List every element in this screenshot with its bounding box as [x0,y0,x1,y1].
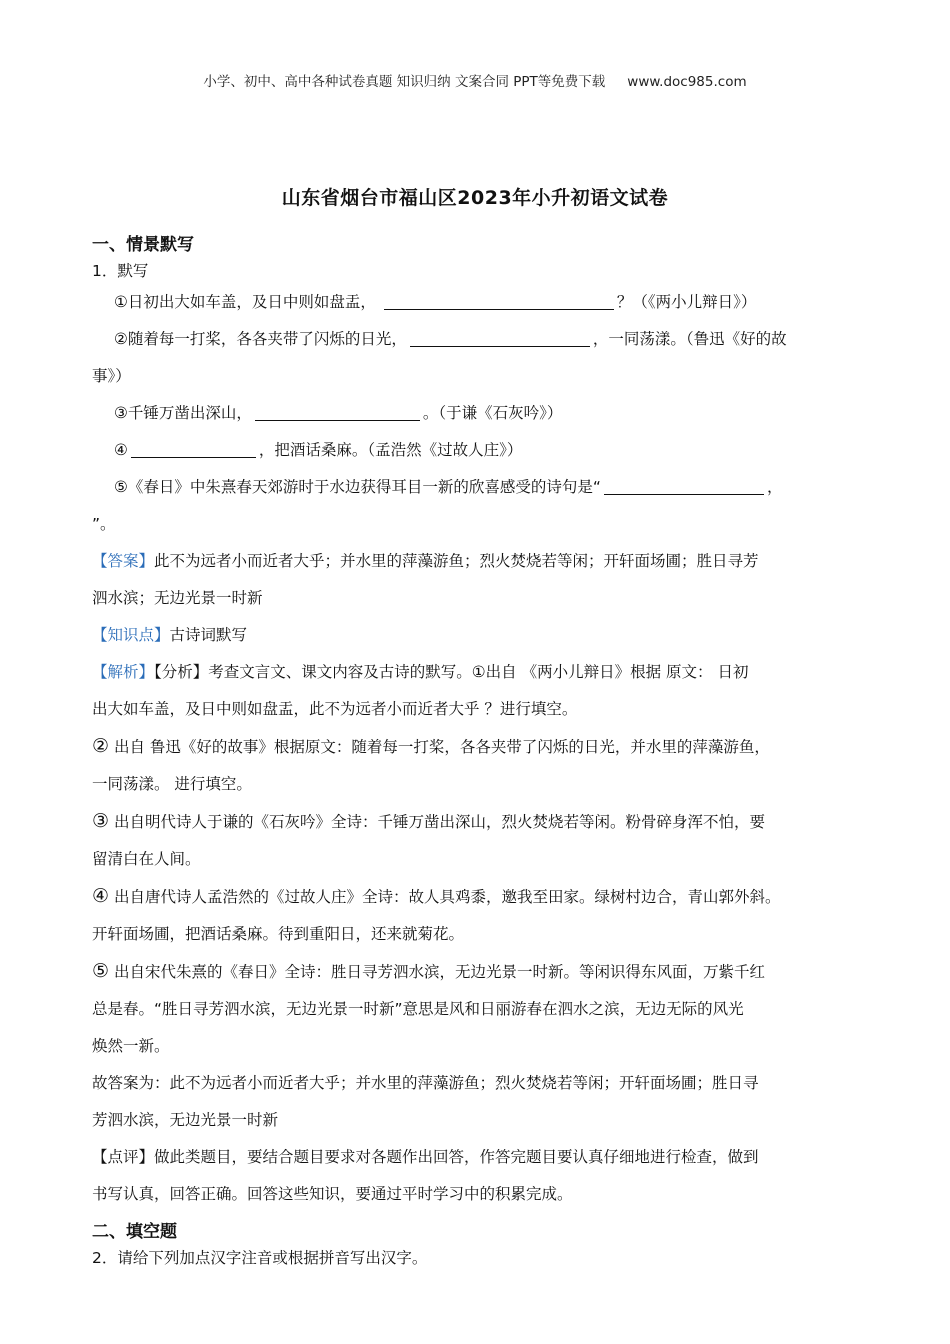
question-1-item-5: ⑤《春日》中朱熹春天郊游时于水边获得耳目一新的欣喜感受的诗句是“ ， [114,478,783,496]
question-1-item-4: ④ ，把酒话桑麻。（孟浩然《过故人庄》） [114,441,523,459]
analysis-para-3-line-1: ③ 出自明代诗人于谦的《石灰吟》全诗：千锤万凿出深山，烈火焚烧若等闲。粉骨碎身浑不怕，要 [92,810,765,832]
analysis-para-2-line-2: 一同荡漾。 进行填空。 [92,775,252,793]
header-url[interactable]: www.doc985.com [627,74,747,90]
comment-line-1: 【点评】做此类题目，要结合题目要求对各题作出回答，作答完题目要认真仔细地进行检查，做到 [92,1148,759,1166]
analysis-line-1: 【解析】【分析】考查文言文、课文内容及古诗的默写。①出自 《两小儿辩日》根据 原文： 日初 [92,663,749,681]
summary-line-2: 芳泗水滨，无边光景一时新 [92,1111,279,1129]
analysis-tag: 【解析】 [92,663,155,681]
answer-line-1: 【答案】此不为远者小而近者大乎；并水里的萍藻游鱼；烈火焚烧若等闲；开轩面场圃；胜日寻芳 [92,552,759,570]
question-1-item-1: ①日初出大如车盖，及日中则如盘盂， ？（《两小儿辩日》） [114,293,757,311]
answer-tag: 【答案】 [92,552,155,570]
analysis-line-2: 出大如车盖，及日中则如盘盂，此不为远者小而近者大乎 ？进行填空。 [92,700,578,718]
analysis-para-5-line-3: 焕然一新。 [92,1037,170,1055]
analysis-para-4-line-2: 开轩面场圃，把酒话桑麻。待到重阳日，还来就菊花。 [92,925,465,943]
question-1-item-5-cont: ”。 [92,515,116,533]
analysis-para-5-line-1: ⑤ 出自宋代朱熹的《春日》全诗：胜日寻芳泗水滨，无边光景一时新。等闲识得东风面，万紫千红 [92,960,765,982]
question-1-item-2: ②随着每一打桨，各各夹带了闪烁的日光， ，一同荡漾。（鲁迅《好的故 [114,330,787,348]
comment-line-2: 书写认真，回答正确。回答这些知识，要通过平时学习中的积累完成。 [92,1185,573,1203]
question-1-item-2-cont: 事》） [92,367,131,385]
analysis-para-3-line-2: 留清白在人间。 [92,850,201,868]
header-text: 小学、初中、高中各种试卷真题 知识归纳 文案合同 PPT等免费下载 [203,74,606,90]
question-1-label: 1．默写 [92,262,149,280]
page-header [0,70,950,90]
question-2-label: 2．请给下列加点汉字注音或根据拼音写出汉字。 [92,1249,428,1267]
analysis-para-5-line-2: 总是春。“胜日寻芳泗水滨，无边光景一时新”意思是风和日丽游春在泗水之滨，无边无际的风光 [92,1000,744,1018]
analysis-para-2-line-1: ② 出自 鲁迅《好的故事》根据原文：随着每一打桨，各各夹带了闪烁的日光，并水里的萍藻游鱼， [92,735,770,757]
summary-line-1: 故答案为：此不为远者小而近者大乎；并水里的萍藻游鱼；烈火焚烧若等闲；开轩面场圃；胜日寻 [92,1074,759,1092]
answer-blank-4 [131,441,256,458]
knowledge-point: 【知识点】古诗词默写 [92,626,248,644]
document-body [92,232,867,1271]
answer-blank-5 [604,478,764,495]
section-2-title: 二、填空题 [92,1222,177,1242]
knowledge-tag: 【知识点】 [92,626,170,644]
section-1-title: 一、情景默写 [92,235,194,255]
answer-blank-3 [255,404,420,421]
answer-blank-2 [410,330,590,347]
page-title: 山东省烟台市福山区2023年小升初语文试卷 [281,187,669,209]
answer-blank-1 [384,293,614,310]
analysis-para-4-line-1: ④ 出自唐代诗人孟浩然的《过故人庄》全诗：故人具鸡黍，邀我至田家。绿树村边合，青山郭外斜。 [92,885,781,907]
answer-line-2: 泗水滨；无边光景一时新 [92,589,263,607]
question-1-item-3: ③千锤万凿出深山， 。（于谦《石灰吟》） [114,404,563,422]
